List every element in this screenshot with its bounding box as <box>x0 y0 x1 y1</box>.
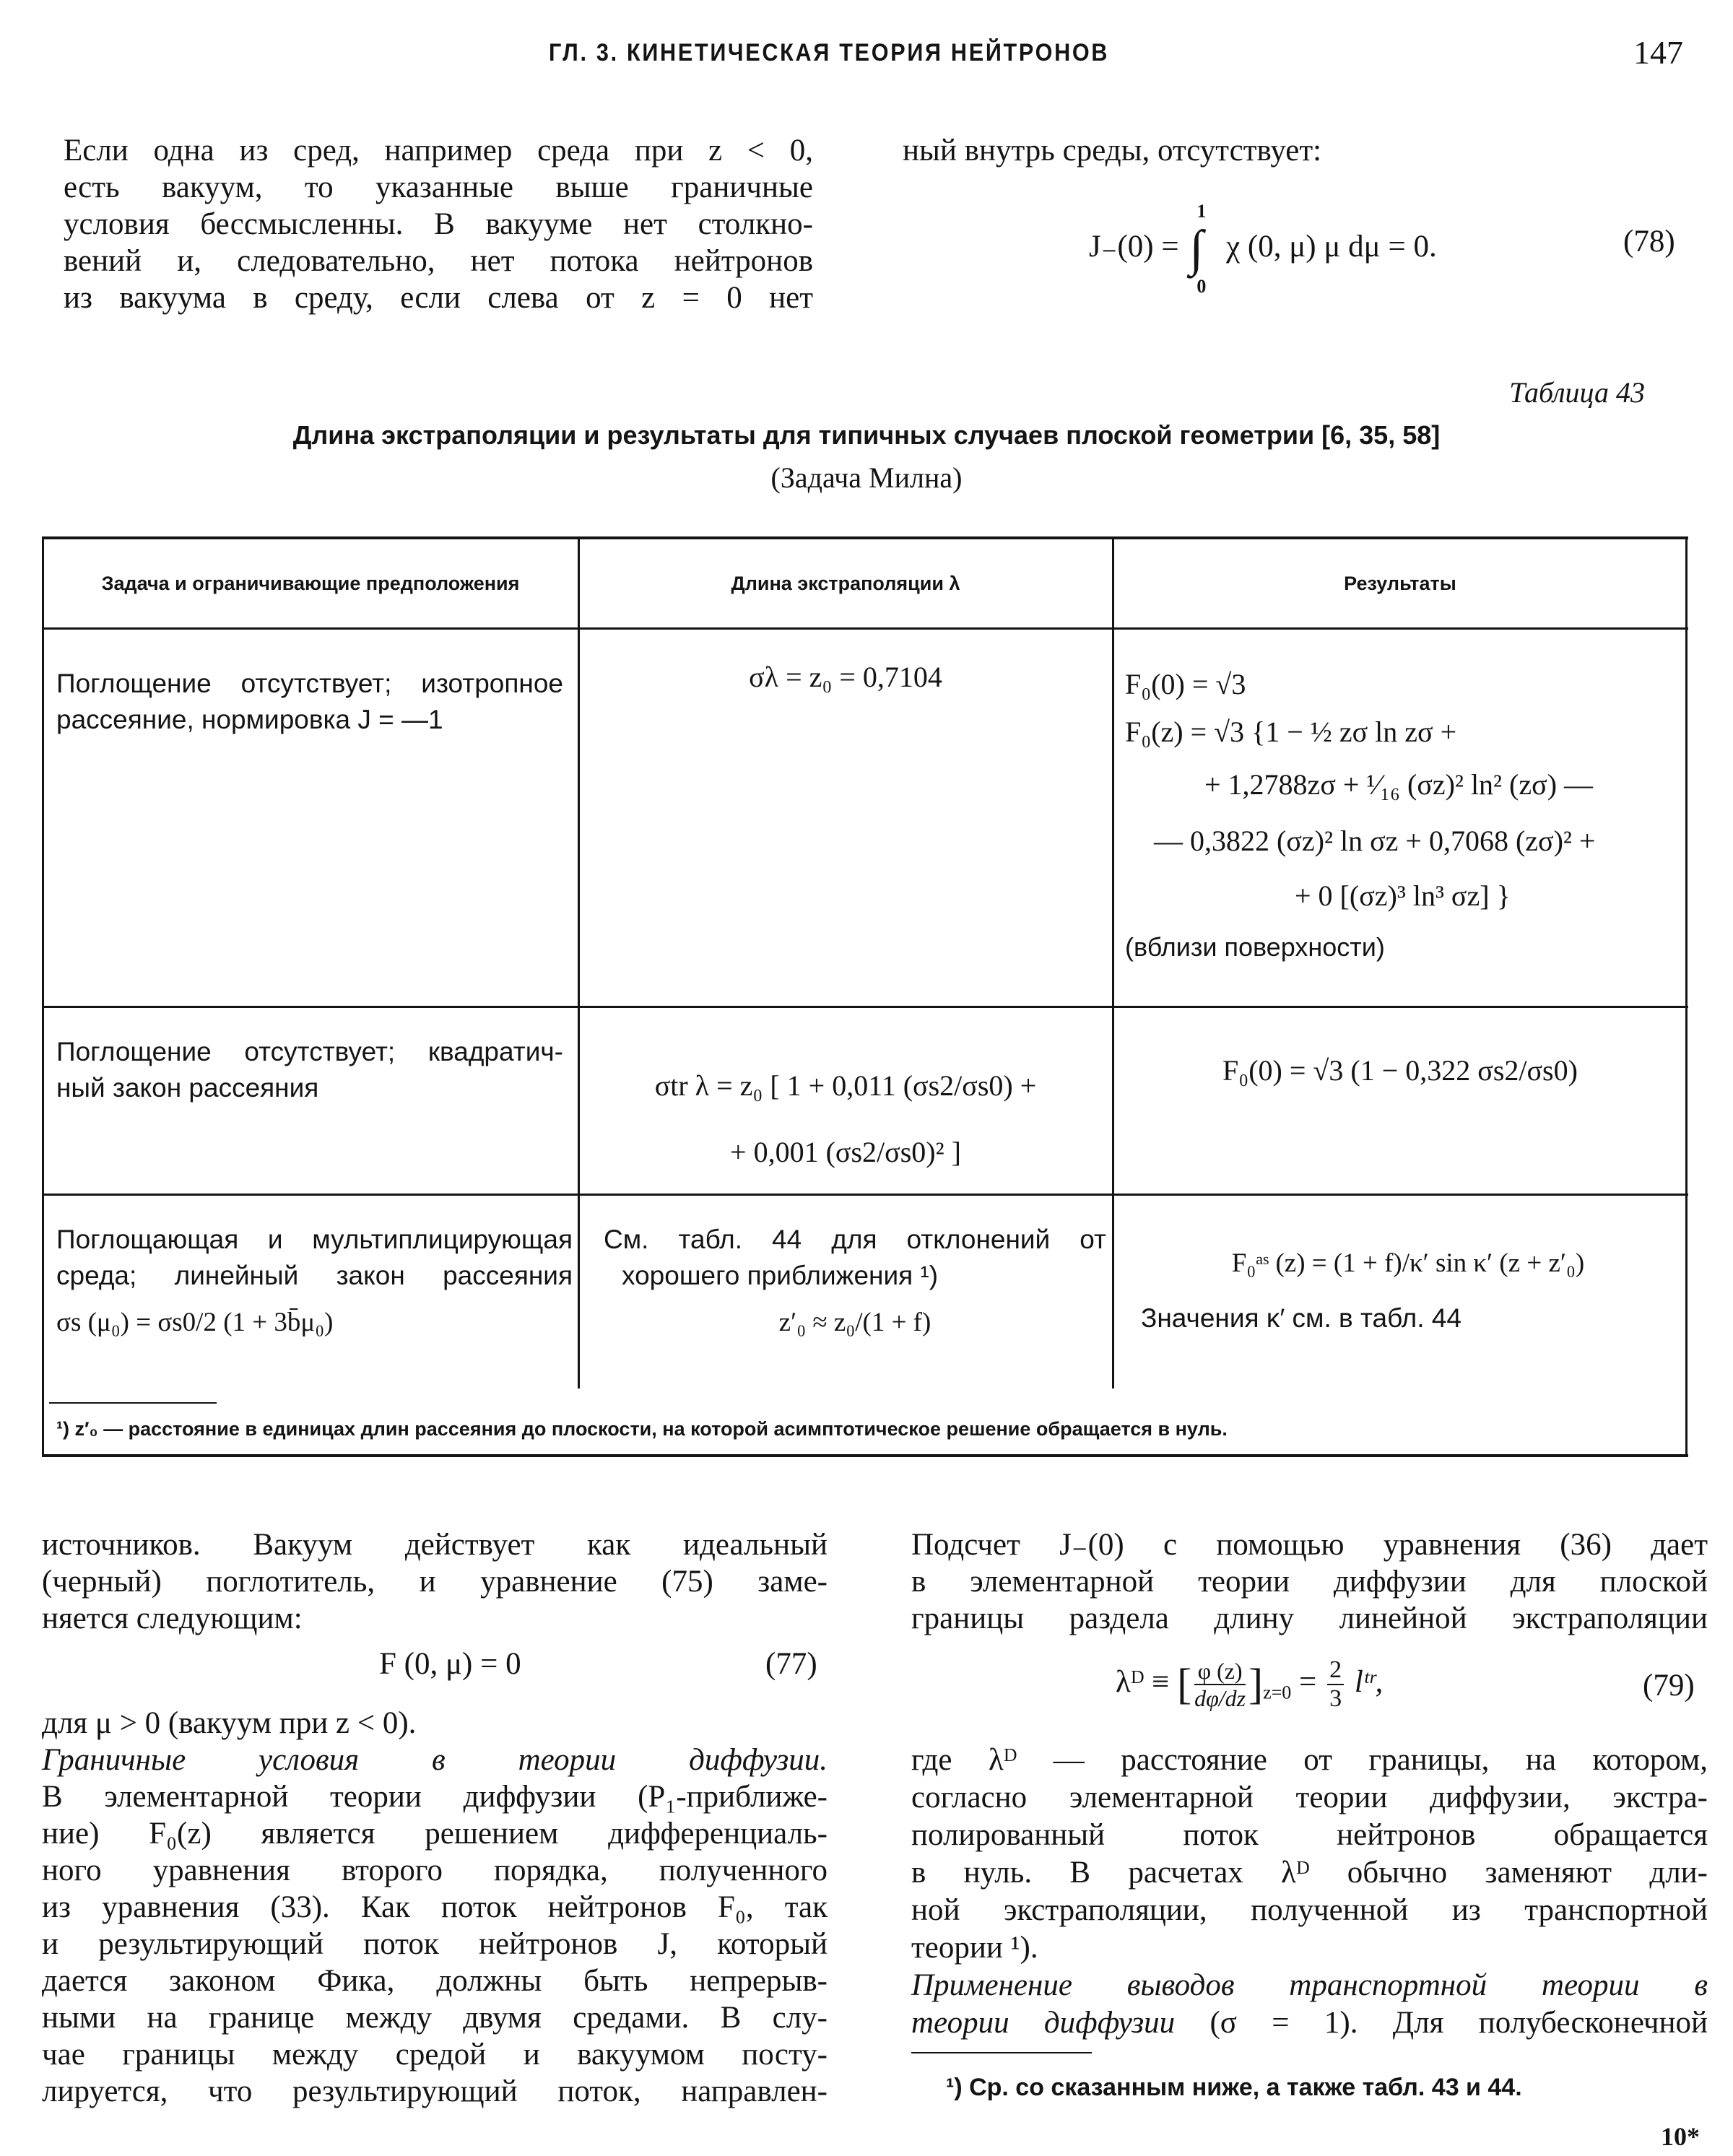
text-line: хорошего приближения ¹) <box>622 1261 939 1290</box>
bracket: ] <box>1248 1660 1264 1708</box>
text-line: няется следующим: <box>42 1601 303 1635</box>
eq-lhs: J₋(0) = <box>1089 229 1179 264</box>
text-line: для μ > 0 (вакуум при z < 0). <box>42 1706 417 1740</box>
column-header-length: Длина экстраполяции λ <box>731 573 960 594</box>
text-line: где λᴰ — расстояние от границы, на котором, <box>911 1743 1708 1777</box>
italic-segment: теории диффузии <box>911 2006 1176 2040</box>
text-line: Поглощение отсутствует; изотропное <box>56 669 563 698</box>
bottom-right-paragraph-2 <box>911 1742 1708 1967</box>
equation-78 <box>1089 201 1437 297</box>
result-line: + 0 [(σz)³ ln³ σz] } <box>1295 879 1511 912</box>
text-line: В элементарной теории диффузии (P₁-приближе- <box>42 1780 828 1814</box>
result-line: — 0,3822 (σz)² ln σz + 0,7068 (zσ)² + <box>1154 825 1596 857</box>
row2-results: F₀(0) = √3 (1 − 0,322 σs2/σs0) <box>1222 1054 1578 1087</box>
text-line: σs (μ₀) = σs0/2 (1 + 3b̄μ₀) <box>56 1308 334 1337</box>
table-title: Длина экстраполяции и результаты для типичных случаев плоской геометрии [6, 35, 58] <box>292 420 1441 450</box>
column-header-results: Результаты <box>1344 573 1456 594</box>
bottom-left-paragraph-2 <box>42 1742 828 2110</box>
text-line: (черный) поглотитель, и уравнение (75) заме- <box>42 1565 828 1599</box>
row2-problem <box>56 1034 563 1106</box>
top-right-line <box>903 132 1321 169</box>
text-line: дается законом Фика, должны быть непрерыв- <box>42 1964 828 1998</box>
eq-lhs: λᴰ ≡ <box>1116 1664 1170 1699</box>
table-header-rule <box>42 627 1688 630</box>
text-line: F₀ᵃˢ (z) = (1 + f)/κ′ sin κ′ (z + z′₀) <box>1231 1248 1585 1278</box>
table-right-rule <box>1685 536 1688 1457</box>
eq-sign: = <box>1299 1664 1317 1699</box>
equation-77: F (0, μ) = 0 <box>379 1647 521 1681</box>
text-line: Значения κ′ см. в табл. 44 <box>1141 1303 1461 1333</box>
eq-subscript: z=0 <box>1263 1682 1292 1703</box>
numerator: 2 <box>1327 1658 1344 1685</box>
text-line: вений и, следовательно, нет потока нейтронов <box>64 244 813 278</box>
text-line: ной экстраполяции, полученной из транспортной <box>911 1893 1708 1927</box>
equation-number-79: (79) <box>1643 1669 1695 1703</box>
text-line: границы раздела длину линейной экстраполяции <box>911 1601 1708 1635</box>
integral-upper: 1 <box>1196 201 1207 222</box>
condition-line <box>42 1705 416 1742</box>
text-line: ние) F₀(z) является решением дифференциаль- <box>42 1817 828 1851</box>
row1-results <box>1125 661 1674 971</box>
integral-symbol: ∫ <box>1189 221 1204 277</box>
row3-problem <box>56 1222 573 1352</box>
text-line: есть вакуум, то указанные выше граничные <box>64 170 813 204</box>
text-line: источников. Вакуум действует как идеальный <box>42 1528 828 1562</box>
text-line: условия бессмысленны. В вакууме нет столкно- <box>64 207 813 241</box>
signature-mark: 10* <box>1661 2122 1700 2151</box>
table-label: Таблица 43 <box>1509 376 1645 409</box>
running-title: ГЛ. 3. КИНЕТИЧЕСКАЯ ТЕОРИЯ НЕЙТРОНОВ <box>549 39 1110 66</box>
table-row-rule <box>42 1006 1688 1008</box>
table-bottom-rule <box>42 1454 1688 1457</box>
bottom-right-paragraph-1 <box>911 1526 1708 1637</box>
footnote-rule <box>49 1402 217 1404</box>
text-line: согласно элементарной теории диффузии, экстра- <box>911 1781 1708 1814</box>
text-line: лируется, что результирующий поток, направлен- <box>42 2074 828 2108</box>
row3-length <box>604 1222 1106 1352</box>
text-line: ного уравнения второго порядка, полученного <box>42 1853 828 1887</box>
equation-79 <box>1116 1658 1383 1711</box>
eq-rhs: χ (0, μ) μ dμ = 0. <box>1226 229 1437 264</box>
text-line: Поглощение отсутствует; квадратич- <box>56 1037 563 1066</box>
text-line: полированный поток нейтронов обращается <box>911 1818 1708 1852</box>
text-line: рассеяние, нормировка J = —1 <box>56 705 443 734</box>
text-segment: (σ = 1). Для полубесконечной <box>1175 2006 1708 2040</box>
text-line <box>911 2004 1708 2042</box>
page-number: 147 <box>1633 34 1683 71</box>
text-line: из вакуума в среду, если слева от z = 0 нет <box>64 281 813 315</box>
text-line: в нуль. В расчетах λᴰ обычно заменяют дли- <box>911 1856 1708 1890</box>
equation-number-78: (78) <box>1623 225 1675 258</box>
table-footnote: ¹) z′₀ — расстояние в единицах длин рассеяния до плоскости, на которой асимптотическое решение обращается в нуль. <box>56 1418 1228 1440</box>
text-line: Если одна из сред, например среда при z < 0, <box>64 134 813 168</box>
table-row-rule <box>42 1194 1688 1196</box>
text-line: σtr λ = z₀ [ 1 + 0,011 (σs2/σs0) + <box>654 1069 1037 1102</box>
text-line: Подсчет J₋(0) с помощью уравнения (36) дает <box>911 1528 1708 1562</box>
bracket: [ <box>1177 1660 1192 1708</box>
integral-sign <box>1189 201 1215 297</box>
row1-problem <box>56 666 563 738</box>
denominator: 3 <box>1329 1685 1342 1712</box>
fraction <box>1327 1658 1344 1711</box>
text-line: Поглощающая и мультиплицирующая <box>56 1225 573 1254</box>
denominator: dφ/dz <box>1194 1685 1246 1711</box>
footnote-rule <box>911 2052 1092 2053</box>
result-line: F₀(0) = √3 <box>1125 668 1246 700</box>
table-left-rule <box>42 536 44 1457</box>
column-header-problem: Задача и ограничивающие предположения <box>101 573 520 594</box>
table-subtitle: (Задача Милна) <box>770 461 963 494</box>
row1-length: σλ = z₀ = 0,7104 <box>749 661 942 693</box>
top-left-paragraph <box>64 132 813 316</box>
numerator: φ (z) <box>1194 1659 1246 1685</box>
fraction <box>1194 1659 1246 1710</box>
table-top-rule <box>42 536 1688 539</box>
row3-results <box>1141 1236 1675 1346</box>
text-line: ный закон рассеяния <box>56 1073 319 1103</box>
table-column-rule <box>1112 536 1114 1388</box>
equation-number-77: (77) <box>765 1647 817 1681</box>
text-line: чае границы между средой и вакуумом посту- <box>42 2038 828 2072</box>
text-line: в элементарной теории диффузии для плоской <box>911 1565 1708 1599</box>
result-line: (вблизи поверхности) <box>1125 932 1385 962</box>
text-line: из уравнения (33). Как поток нейтронов F₀, так <box>42 1890 828 1924</box>
row2-length <box>580 1053 1111 1186</box>
bottom-left-paragraph-1 <box>42 1526 828 1637</box>
result-line: F₀(z) = √3 {1 − ½ zσ ln zσ + <box>1125 716 1457 748</box>
text-line: ный внутрь среды, отсутствует: <box>903 134 1322 168</box>
result-line: + 1,2788zσ + ¹⁄₁₆ (σz)² ln² (zσ) — <box>1204 768 1594 801</box>
eq-rhs: lᵗʳ, <box>1354 1664 1384 1699</box>
integral-lower: 0 <box>1196 276 1207 297</box>
section-heading-italic: Применение выводов транспортной теории в <box>911 1968 1708 2002</box>
bottom-right-paragraph-3 <box>911 1967 1708 2042</box>
text-line: среда; линейный закон рассеяния <box>56 1261 573 1290</box>
text-line: ными на границе между двумя средами. В слу- <box>42 2001 828 2035</box>
section-heading-italic: Граничные условия в теории диффузии. <box>42 1743 828 1777</box>
text-line: + 0,001 (σs2/σs0)² ] <box>730 1136 961 1168</box>
text-line: и результирующий поток нейтронов J, который <box>42 1927 828 1961</box>
page-footnote: ¹) Ср. со сказанным ниже, а также табл. 43 и 44. <box>946 2074 1522 2101</box>
text-line: теории ¹). <box>911 1931 1038 1965</box>
text-line: См. табл. 44 для отклонений от <box>604 1225 1106 1254</box>
text-line: z′₀ ≈ z₀/(1 + f) <box>778 1308 931 1337</box>
